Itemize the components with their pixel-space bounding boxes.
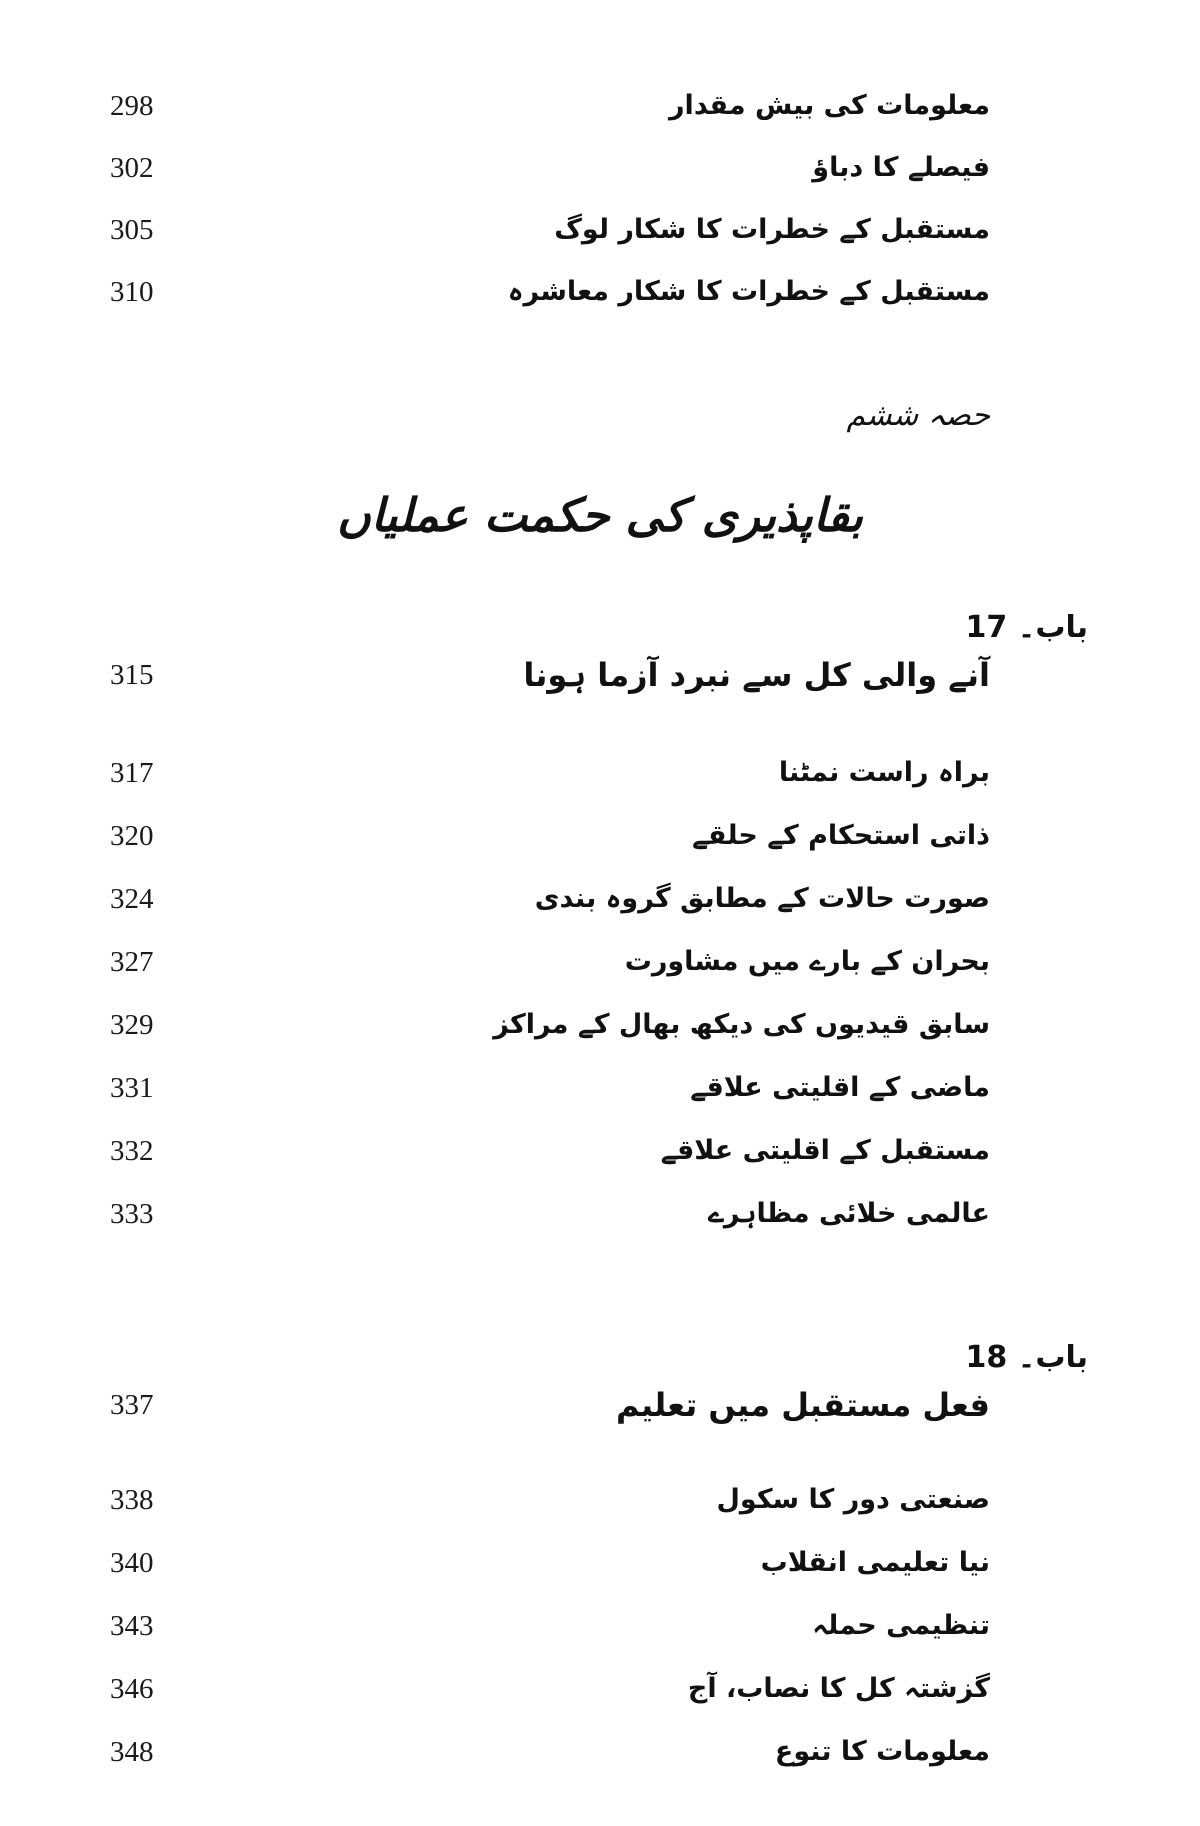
toc-entry bbox=[110, 1732, 990, 1780]
entry-title: ماضی کے اقلیتی علاقے bbox=[690, 1072, 990, 1103]
entry-title: سابق قیدیوں کی دیکھ بھال کے مراکز bbox=[493, 1009, 990, 1040]
toc-entry bbox=[110, 1068, 990, 1116]
page-number: 348 bbox=[110, 1736, 154, 1768]
entry-title: صنعتی دور کا سکول bbox=[716, 1484, 990, 1515]
page-number: 305 bbox=[110, 214, 154, 246]
page-number: 324 bbox=[110, 883, 154, 915]
entry-title: عالمی خلائی مظاہرے bbox=[708, 1198, 990, 1229]
entry-title: براہ راست نمٹنا bbox=[778, 757, 990, 788]
entry-title: معلومات کی بیش مقدار bbox=[669, 90, 990, 121]
toc-entry bbox=[110, 816, 990, 864]
entry-title: ذاتی استحکام کے حلقے bbox=[692, 820, 990, 851]
toc-entry bbox=[110, 1669, 990, 1717]
entry-title: تنظیمی حملہ bbox=[812, 1610, 990, 1641]
toc-entry bbox=[110, 1480, 990, 1528]
page-number: 329 bbox=[110, 1009, 154, 1041]
page-number: 310 bbox=[110, 276, 154, 308]
chapter-18-label: باب۔ 18 bbox=[965, 1340, 1088, 1375]
toc-entry bbox=[110, 272, 990, 320]
toc-entry bbox=[110, 1005, 990, 1053]
toc-entry bbox=[110, 1194, 990, 1242]
toc-entry bbox=[110, 210, 990, 258]
chapter-18-heading bbox=[110, 1385, 990, 1433]
toc-entry bbox=[110, 1606, 990, 1654]
entry-title: معلومات کا تنوع bbox=[774, 1736, 990, 1767]
entry-title: فیصلے کا دباؤ bbox=[812, 152, 990, 183]
entry-title: مستقبل کے اقلیتی علاقے bbox=[660, 1135, 990, 1166]
toc-entry bbox=[110, 942, 990, 990]
chapter-17-title: آنے والی کل سے نبرد آزما ہونا bbox=[523, 656, 990, 694]
page-number: 331 bbox=[110, 1072, 154, 1104]
page-number: 298 bbox=[110, 90, 154, 122]
page-number: 343 bbox=[110, 1610, 154, 1642]
page-number: 317 bbox=[110, 757, 154, 789]
toc-entry bbox=[110, 148, 990, 196]
page-number: 340 bbox=[110, 1547, 154, 1579]
page-number: 327 bbox=[110, 946, 154, 978]
entry-title: مستقبل کے خطرات کا شکار معاشرہ bbox=[507, 276, 990, 307]
page-number: 302 bbox=[110, 152, 154, 184]
page-number: 315 bbox=[110, 659, 154, 691]
entry-title: مستقبل کے خطرات کا شکار لوگ bbox=[554, 214, 990, 245]
page-number: 338 bbox=[110, 1484, 154, 1516]
toc-entry bbox=[110, 1543, 990, 1591]
page-number: 346 bbox=[110, 1673, 154, 1705]
page-number: 337 bbox=[110, 1389, 154, 1421]
entry-title: صورت حالات کے مطابق گروہ بندی bbox=[534, 883, 990, 914]
part-label: حصہ ششم bbox=[846, 398, 990, 433]
toc-entry bbox=[110, 879, 990, 927]
entry-title: گزشتہ کل کا نصاب، آج bbox=[687, 1673, 990, 1704]
page-number: 320 bbox=[110, 820, 154, 852]
chapter-17-label: باب۔ 17 bbox=[965, 610, 1088, 645]
chapter-17-heading bbox=[110, 655, 990, 703]
toc-entry bbox=[110, 86, 990, 134]
toc-entry bbox=[110, 1131, 990, 1179]
part-title: بقاپذیری کی حکمت عملیاں bbox=[336, 488, 864, 542]
page-number: 333 bbox=[110, 1198, 154, 1230]
entry-title: نیا تعلیمی انقلاب bbox=[760, 1547, 990, 1578]
entry-title: بحران کے بارے میں مشاورت bbox=[624, 946, 990, 977]
page-number: 332 bbox=[110, 1135, 154, 1167]
chapter-18-title: فعل مستقبل میں تعلیم bbox=[615, 1386, 990, 1424]
toc-entry bbox=[110, 753, 990, 801]
